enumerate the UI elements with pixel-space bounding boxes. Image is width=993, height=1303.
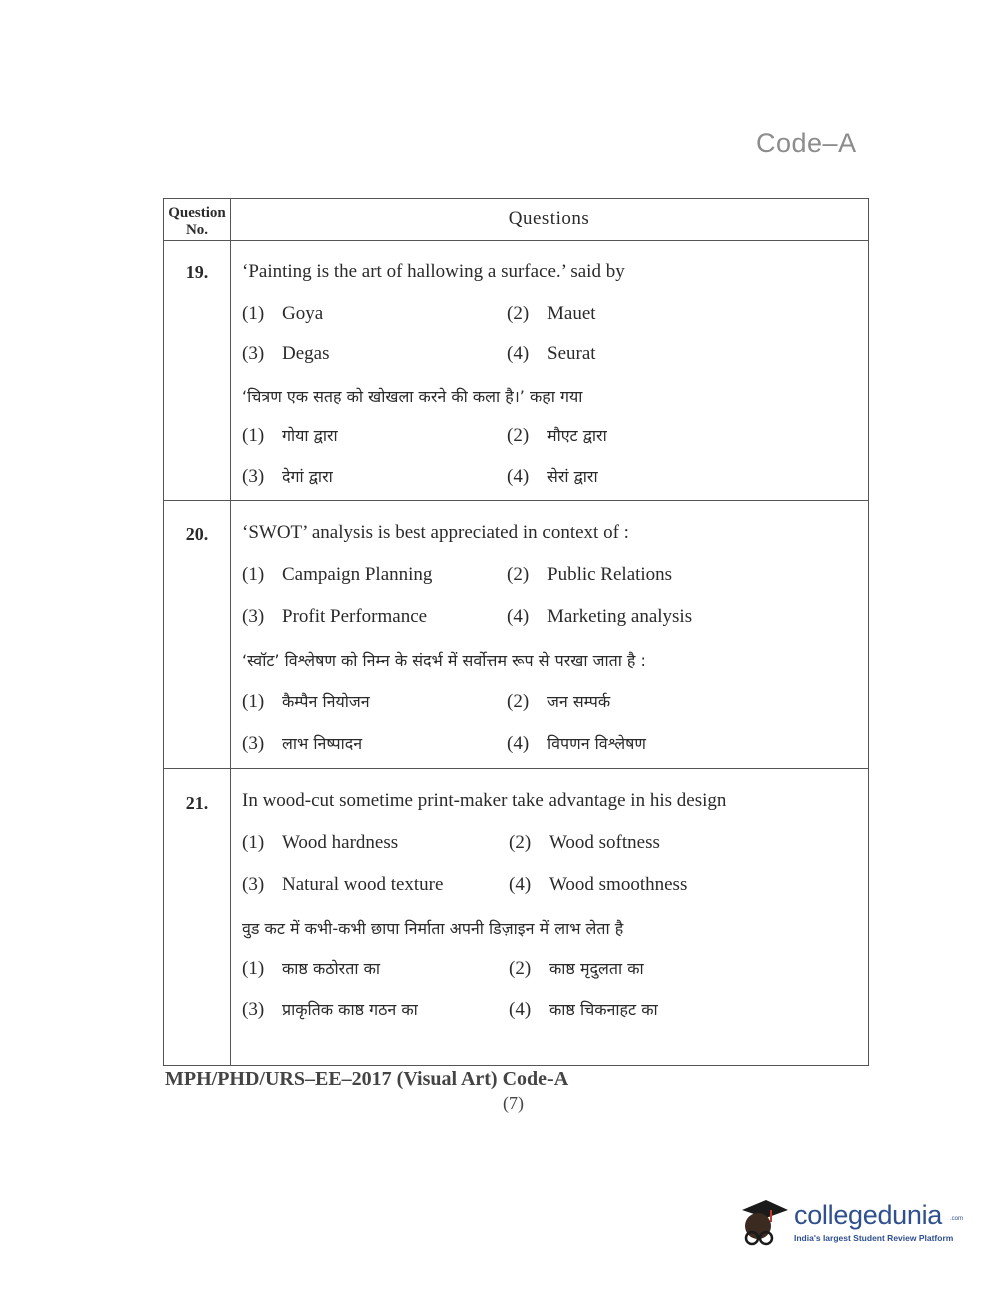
exam-code-footer: MPH/PHD/URS–EE–2017 (Visual Art) Code-A	[165, 1068, 569, 1090]
option: (4) Seurat	[507, 343, 596, 364]
option: (4) काष्ठ चिकनाहट का	[509, 999, 658, 1020]
header-question-no: Question No.	[168, 205, 226, 238]
option: (4) विपणन विश्लेषण	[507, 733, 646, 754]
option: (3) देगां द्वारा	[242, 466, 333, 487]
brand-name: collegedunia	[794, 1200, 943, 1230]
question-text-en: In wood-cut sometime print-maker take advantage in his design	[242, 790, 727, 811]
paper-code: Code–A	[756, 128, 857, 158]
question-text-hi: ‘चित्रण एक सतह को खोखला करने की कला है।’ कहा गया	[242, 387, 583, 406]
collegedunia-watermark	[736, 1196, 964, 1256]
brand-domain: .com	[950, 1216, 964, 1222]
header-questions: Questions	[508, 208, 590, 229]
row-divider	[164, 768, 868, 769]
option: (3) Profit Performance	[242, 606, 428, 627]
option: (2) Public Relations	[507, 564, 673, 585]
option: (2) जन सम्पर्क	[507, 691, 611, 712]
question-number: 19.	[185, 262, 209, 282]
question-text-hi: ‘स्वॉट’ विश्लेषण को निम्न के संदर्भ में सर्वोत्तम रूप से परखा जाता है :	[242, 651, 646, 670]
option: (1) Goya	[242, 303, 324, 324]
question-text-hi: वुड कट में कभी-कभी छापा निर्माता अपनी डिज़ाइन में लाभ लेता है	[242, 919, 624, 938]
page-number: (7)	[503, 1093, 524, 1113]
option: (1) कैम्पैन नियोजन	[242, 691, 370, 712]
option: (3) Degas	[242, 343, 330, 364]
mascot-icon	[736, 1196, 792, 1256]
row-divider	[164, 500, 868, 501]
question-number: 21.	[185, 793, 209, 813]
question-number: 20.	[185, 524, 209, 544]
question-text-en: ‘Painting is the art of hallowing a surface.’ said by	[242, 261, 625, 282]
option: (3) Natural wood texture	[242, 874, 444, 895]
option: (4) Wood smoothness	[509, 874, 688, 895]
option: (2) मौएट द्वारा	[507, 425, 607, 446]
option: (1) Campaign Planning	[242, 564, 433, 585]
option: (3) प्राकृतिक काष्ठ गठन का	[242, 999, 418, 1020]
header-divider	[164, 240, 868, 241]
option: (2) Mauet	[507, 303, 596, 324]
questions-table	[163, 198, 869, 1066]
option: (3) लाभ निष्पादन	[242, 733, 363, 754]
brand-tagline: India's largest Student Review Platform	[794, 1233, 954, 1243]
option: (2) काष्ठ मृदुलता का	[509, 958, 644, 979]
option: (2) Wood softness	[509, 832, 660, 853]
option: (1) Wood hardness	[242, 832, 399, 853]
option: (1) काष्ठ कठोरता का	[242, 958, 380, 979]
column-divider	[230, 199, 231, 1065]
option: (4) Marketing analysis	[507, 606, 693, 627]
question-text-en: ‘SWOT’ analysis is best appreciated in context of :	[242, 522, 629, 543]
option: (1) गोया द्वारा	[242, 425, 338, 446]
option: (4) सेरां द्वारा	[507, 466, 598, 487]
